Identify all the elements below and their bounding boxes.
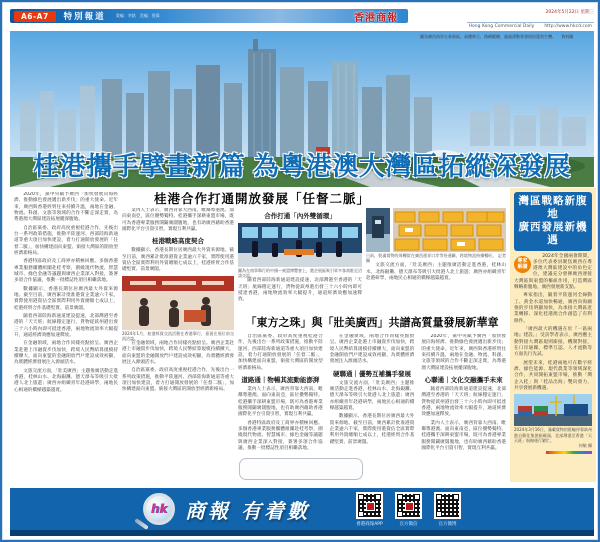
qr-finder xyxy=(436,494,442,500)
body-paragraph: 隨着西部陸海新通道建設提速，北部灣港至香港的「天天班」航線穩定運行，貨物從欽州港出發三十六小時內即可抵達香港，兩地物流效率大幅提升，通道經濟效應加速釋放。 xyxy=(14,313,118,338)
body-paragraph: 業內人士表示，廣西背靠大西南、毗鄰粵港澳、面向東南亞，區位優勢獨特。桂港攜手深耕東盟市場，既可為香港專業服務開闢廣闊腹地，也有助廣西藉助香港國際化平台引資引智，實現互利共贏。 xyxy=(122,208,234,232)
photo-expo xyxy=(238,223,362,267)
article1-subhead-channel: 合作打通「內外雙循環」 xyxy=(264,212,336,220)
sidebar-title-line1: 灣區戰略新腹地 xyxy=(518,195,588,221)
footer-dark-strip xyxy=(10,530,594,536)
header-right xyxy=(408,9,594,29)
body-paragraph: 在金融領域，兩地合作同樣亮點紛呈。廣西企業赴港上市融資步伐加快，跨境人民幣結算規模持續擴大，面向東盟的金融開放門戶建設成效初顯，為實體經濟發展注入源頭活水。 xyxy=(14,341,118,366)
editors-credit: 責編：李銘 美編：張偉 xyxy=(115,13,160,18)
photo-expo-caption: 圖為在南寧舉行的中國—東盟博覽會上，港企展區吸引眾多客商駐足洽談交流。 xyxy=(238,268,362,279)
qr-label-app: 香港商報APP xyxy=(356,521,383,527)
article1-subhead-strategy: 桂港戰略高度契合 xyxy=(152,237,204,246)
body-paragraph: 隨着西部陸海新通道建設提速，北部灣港至香港的「天天班」航線穩定運行，貨物從欽州港出發三十六小時內即可抵達香港，兩地物流效率大幅提升，通道經濟效應加速釋放。 xyxy=(421,386,507,418)
body-paragraph: 自治區黨委、政府高度重視桂港合作，先後出台一系列政策措施，推動平陸運河、西部陸海新通道等重大項目加快建設，着力打通開放發展的「任督二脈」，加快構建面向東盟、銜接大灣區的開放型經濟新格局。 xyxy=(238,334,323,371)
body-paragraph: 文旅交流方面，「壯美廣西」主題推廣活動走進香港，桂林山水、北海銀灘、德天瀑布等吸引大批港人北上旅遊；廣西亦組織青年赴港研學，兩地民心相通的橋樑越築越寬。 xyxy=(14,368,118,393)
body-paragraph: 隨着西部陸海新通道建設提速，北部灣港至香港的「天天班」航線穩定運行，貨物從欽州港出發三十六小時內即可抵達香港，兩地物流效率大幅提升，通道經濟效應加速釋放。 xyxy=(238,278,362,303)
body-paragraph: 在金融領域，兩地合作同樣亮點紛呈。廣西企業赴港上市融資步伐加快，跨境人民幣結算規模持續擴大，面向東盟的金融開放門戶建設成效初顯，為實體經濟發展注入源頭活水。 xyxy=(122,341,234,365)
sidebar-title xyxy=(514,192,592,251)
article1-title: 桂港合作打通開放發展「任督二脈」 xyxy=(153,191,370,206)
photo-container-port xyxy=(514,394,592,426)
sidebar xyxy=(510,188,596,482)
article2-subhead-hard: 硬聯通｜優勢互補攜手發展 xyxy=(333,369,411,378)
magnifier-handle xyxy=(134,518,149,530)
masthead-logo: 香港商報 xyxy=(354,12,398,24)
body-paragraph: 數據顯示，香港長期位居廣西最大外資來源地。截至目前，廣西累計批准港資企業逾六千家，實際使用港資佔全區實際利用外資總額七成以上，桂港經貿合作基礎堅實、前景廣闊。 xyxy=(122,248,234,273)
magnifier-icon xyxy=(143,493,175,525)
body-paragraph: 自治區黨委、政府高度重視桂港合作，先後出台一系列政策措施，推動平陸運河、西部陸海新通道等重大項目加快建設，着力打通開放發展的「任督二脈」，加快構建面向東盟、銜接大灣區的開放型經濟新格局。 xyxy=(14,225,118,256)
body-paragraph: 專家指出，隨着平陸運河全線動工、黃金水道加快暢通，廣西向海圖強的步伐明顯加快，為承接大灣區產業轉移、深化桂港澳合作創造了有利條件。 xyxy=(514,293,592,324)
logo-letters: hk xyxy=(150,502,168,516)
hero-photo xyxy=(10,31,594,187)
issue-date: 2024年5月22日 星期三 xyxy=(545,10,594,15)
article2-subhead-heart: 心聯通｜文化交融攜手未來 xyxy=(424,375,503,384)
header-bar xyxy=(10,9,408,23)
paper-url: http://www.hkcd.com xyxy=(544,24,592,29)
sidebar-photo-caption: 2024年3月16日，滿載貨物的班輪停靠欽州港自動化集裝箱碼頭，北部灣港至香港「天天班」航線運行繁忙。 xyxy=(514,427,592,443)
body-paragraph: 業內人士表示，廣西背靠大西南、毗鄰粵港澳、面向東南亞，區位優勢獨特。桂港攜手深耕東盟市場，既可為香港專業服務開闢廣闊腹地，也有助廣西藉助香港國際化平台引資引智，實現互利共贏。 xyxy=(238,386,323,418)
body-paragraph: 2020年，黨中央賦予廣西「加快發展向海經濟、推動綠色發展邁出新步伐」的重大使命。近年來，廣西與香港經貿往來持續升溫，兩地在金融、物流、科創、文旅等領域的合作不斷走深走實，為粵港澳大灣區建設拓展縱深腹地。 xyxy=(421,334,507,371)
qr-codes xyxy=(356,492,461,527)
qr-item-weibo xyxy=(434,492,461,527)
body-paragraph: 展望未來，桂港兩地可在數字經濟、綠色能源、現代農業等領域深化合作，共同開拓東盟市場，推動「灣企入桂」與「桂品出海」雙向發力，共享發展新機遇。 xyxy=(514,360,592,392)
page-number-badge: A6-A7 xyxy=(14,11,56,22)
qr-finder xyxy=(358,511,364,517)
article2-subhead-road: 道路通｜物暢其流動能澎湃 xyxy=(241,375,320,384)
column-left xyxy=(14,192,118,482)
brand-logo xyxy=(143,493,310,525)
hero-caption xyxy=(420,34,588,39)
qr-finder xyxy=(436,511,442,517)
article2 xyxy=(238,314,506,482)
article1-middle-stack xyxy=(238,208,362,310)
qr-finder xyxy=(397,511,403,517)
qr-code-app xyxy=(356,492,383,519)
section-title: 特別報道 xyxy=(63,12,106,22)
photo-event xyxy=(122,276,234,330)
hero-caption-credit: 資料圖 xyxy=(561,34,574,39)
body-paragraph: 香港特區政府及工商界亦積極回應。多個香港專業服務團體組團赴桂考察，圍繞現代物流、智慧城市、綠色金融等議題與廣西企業深入對接，簽署多項合作協議，推動一批標誌性項目相繼落地。 xyxy=(14,259,118,284)
qr-label-wechat: 官方微信 xyxy=(399,521,418,527)
body-paragraph: 香港特區政府及工商界亦積極回應。多個香港專業服務團體組團赴桂考察，圍繞現代物流、智慧城市、綠色金融等議題與廣西企業深入對接，簽署多項合作協議，推動一批標誌性項目相繼落地。 xyxy=(238,420,323,451)
qr-finder xyxy=(375,494,381,500)
footer-slogan: 商報 有着數 xyxy=(185,498,310,523)
qr-label-weibo: 官方微博 xyxy=(438,521,457,527)
article2-column-3 xyxy=(421,334,506,480)
body-paragraph: 文旅交流方面，「壯美廣西」主題推廣活動走進香港，桂林山水、北海銀灘、德天瀑布等吸引大批港人北上旅遊；廣西亦組織青年赴港研學，兩地民心相通的橋樑越築越寬。 xyxy=(366,263,506,282)
body-paragraph: 數據顯示，香港長期位居廣西最大外資來源地。截至目前，廣西累計批准港資企業逾六千家，實際使用港資佔全區實際利用外資總額七成以上，桂港經貿合作基礎堅實、前景廣闊。 xyxy=(14,286,118,311)
qr-finder xyxy=(358,494,364,500)
main-headline: 桂港攜手擘畫新篇 為粵港澳大灣區拓縱深發展 xyxy=(33,151,571,181)
photo-row xyxy=(366,208,506,252)
body-paragraph: 2020年，黨中央賦予廣西「加快發展向海經濟、推動綠色發展邁出新步伐」的重大使命。近年來，廣西與香港經貿往來持續升溫，兩地在金融、物流、科創、文旅等領域的合作不斷走深走實，為粵港澳大灣區建設拓展縱深腹地。 xyxy=(14,192,118,223)
qr-finder xyxy=(414,494,420,500)
article2-title: 「東方之珠」與「壯美廣西」共譜高質量發展新華章 xyxy=(245,316,499,329)
rainbow-strip xyxy=(546,451,592,454)
sidebar-photo-credit: 何敏 攝 xyxy=(578,442,592,448)
body-paragraph: 2024年全國兩會期間，多位代表委員聚焦廣西在粵港澳大灣區建設中的角色定位，建議充分發揮廣西連接大灣區與東盟的樞紐作用，打造灣區戰略新腹地、廣西發展新支點。 xyxy=(514,253,592,291)
qr-code-weibo xyxy=(434,492,461,519)
photo-port-strip xyxy=(366,208,390,252)
photo-event-caption: 2024年1月，桂港經貿交流活動在香港舉行，嘉賓在展位前交流洽談。 xyxy=(122,330,234,341)
expert-badge xyxy=(514,256,531,273)
page-header xyxy=(10,9,594,29)
body-paragraph: 「廣西最大的機遇在於『一區兩地』建設。」受訪學者表示，廣西應主動對接大灣區規則銜接、機制對接，在口岸通關、標準互認、人才流動等方面先行先試。 xyxy=(514,327,592,358)
sidebar-body xyxy=(514,254,592,393)
qr-finder xyxy=(397,494,403,500)
body-paragraph: 業內人士表示，廣西背靠大西南、毗鄰粵港澳、面向東南亞，區位優勢獨特。桂港攜手深耕東盟市場，既可為香港專業服務開闢廣闊腹地，也有助廣西藉助香港國際化平台引資引智，實現互利共贏。 xyxy=(421,420,507,451)
qr-center-logo xyxy=(366,502,375,511)
qr-code-wechat xyxy=(395,492,422,519)
paper-info-row xyxy=(467,22,594,29)
article1-column xyxy=(122,208,234,480)
article1-right-stack xyxy=(366,208,506,310)
paper-name-en: Hong Kong Commercial Daily xyxy=(468,24,535,29)
qr-item-app xyxy=(356,492,383,527)
body-paragraph: 自治區黨委、政府高度重視桂港合作，先後出台一系列政策措施，推動平陸運河、西部陸海新通道等重大項目加快建設，着力打通開放發展的「任督二脈」，加快構建面向東盟、銜接大灣區的開放型經濟新格局。 xyxy=(122,368,234,393)
qr-finder xyxy=(453,494,459,500)
body-paragraph: 在金融領域，兩地合作同樣亮點紛呈。廣西企業赴港上市融資步伐加快，跨境人民幣結算規模持續擴大，面向東盟的金融開放門戶建設成效初顯，為實體經濟發展注入源頭活水。 xyxy=(329,334,415,365)
expert-badge-line1: 專家 xyxy=(517,258,528,264)
photo-cargo-caption: 日前，裝滿貨物的周轉筐在廣西憑祥口岸等待通關，跨境物流持續暢旺。 記者 攝 xyxy=(366,253,506,264)
body-paragraph: 數據顯示，香港長期位居廣西最大外資來源地。截至目前，廣西累計批准港資企業逾六千家，實際使用港資佔全區實際利用外資總額七成以上，桂港經貿合作基礎堅實、前景廣闊。 xyxy=(329,414,415,445)
qr-center-logo xyxy=(405,502,414,511)
notice-box xyxy=(239,458,363,480)
expert-badge-line2: 解讀 xyxy=(517,264,528,270)
photo-cargo-crates xyxy=(393,208,506,252)
qr-item-wechat xyxy=(395,492,422,527)
sidebar-title-line2: 廣西發展新機遇 xyxy=(518,221,588,247)
body-paragraph: 文旅交流方面，「壯美廣西」主題推廣活動走進香港，桂林山水、北海銀灘、德天瀑布等吸引大批港人北上旅遊；廣西亦組織青年赴港研學，兩地民心相通的橋樑越築越寬。 xyxy=(329,380,415,411)
footer-banner xyxy=(10,488,594,530)
hero-caption-text: 圖為廣西南寧五象新區。高樓林立、路網縱橫，處處湧動着發展的蓬勃生機。 xyxy=(420,34,556,39)
